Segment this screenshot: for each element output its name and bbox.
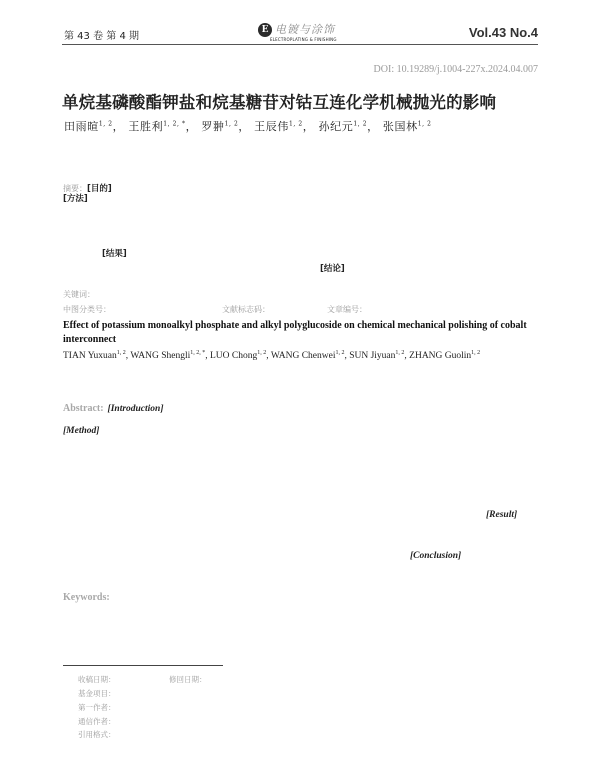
author-affiliation: 1, 2 [257, 350, 267, 356]
logo-mark-icon: E [258, 23, 272, 37]
abstract-label-cn: 摘要： [63, 184, 87, 193]
abstract-result-label-cn: [结果] [102, 249, 127, 259]
fund-label: 基金项目： [78, 689, 116, 698]
author-cn: 王胜利 [128, 120, 164, 133]
author-cn: 罗翀 [201, 120, 225, 133]
author-affiliation: 1, 2 [335, 350, 345, 356]
abstract-introduction-label: [Introduction] [107, 404, 164, 414]
author-list-en: TIAN Yuxuan$^{1, 2}$, WANG Shengli$^{1, 2, *}$, LUO Chong$^{1, 2}$, WANG Chenwei$^{1, 2}$, SUN Jiyuan$^{1, 2}$, ZHANG Guolin$^{1, 2}$ [63, 350, 481, 362]
author-en: LUO Chong [209, 351, 258, 362]
abstract-conclusion-label-cn: [结论] [320, 264, 345, 274]
paper-title-cn: 单烷基磷酸酯钾盐和烷基糖苷对钴互连化学机械抛光的影响 [62, 93, 497, 112]
footnote-divider [63, 665, 223, 666]
abstract-label-en: Abstract: [63, 403, 104, 414]
author-cn: 王辰伟 [254, 120, 289, 133]
author-affiliation: 1, 2, * [163, 120, 186, 128]
author-affiliation: 1, 2 [288, 120, 303, 128]
abstract-method-label-cn: [方法] [63, 194, 88, 204]
clc-number-label: 中图分类号： [63, 305, 111, 314]
author-affiliation: 1, 2, * [190, 350, 206, 356]
author-affiliation: 1, 2 [395, 350, 405, 356]
abstract-conclusion-label-en: [Conclusion] [410, 551, 462, 561]
journal-logo [258, 20, 338, 46]
author-affiliation: 1, 2 [417, 120, 432, 128]
volume-issue: Vol.43 No.4 [468, 25, 538, 40]
logo-journal-name-en: ELECTROPLATING & FINISHING [270, 37, 337, 42]
author-affiliation: 1, 2 [471, 350, 481, 356]
received-date-label: 收稿日期： [78, 675, 116, 684]
citation-format-label: 引用格式： [78, 730, 116, 739]
author-en: SUN Jiyuan [349, 351, 396, 362]
keywords-label-cn: 关键词： [63, 290, 95, 299]
abstract-objective-label: [目的] [87, 184, 112, 194]
author-cn: 孙纪元 [318, 120, 354, 133]
abstract-result-label-en: [Result] [486, 510, 518, 520]
logo-journal-name-cn: 电镀与涂饰 [275, 23, 335, 36]
revised-date-label: 修回日期： [169, 675, 207, 684]
document-code-label: 文献标志码： [222, 305, 270, 314]
author-affiliation: 1, 2 [353, 120, 368, 128]
author-list-cn: 田雨暄$^{1, 2}$， 王胜利$^{1, 2, *}$， 罗翀$^{1, 2}$， 王辰伟$^{1, 2}$， 孙纪元$^{1, 2}$， 张国林$^{1, 2}$ [64, 120, 432, 133]
author-affiliation: 1, 2 [98, 120, 113, 128]
abstract-method-label-en: [Method] [63, 426, 100, 436]
article-number-label: 文章编号： [327, 305, 367, 314]
paper-title-en: Effect of potassium monoalkyl phosphate and alkyl polyglucoside on chemical mechanical polishing of cobalt interconnect [63, 320, 527, 345]
author-en: WANG Chenwei [270, 351, 336, 362]
doi[interactable]: DOI: 10.19289/j.1004-227x.2024.04.007 [373, 64, 538, 75]
author-en: ZHANG Guolin [409, 351, 472, 362]
author-affiliation: 1, 2 [224, 120, 239, 128]
author-affiliation: 1, 2 [116, 350, 126, 356]
issue-info-cn: 第 43 卷 第 4 期 [64, 31, 139, 42]
author-en: WANG Shengli [130, 351, 191, 362]
keywords-label-en: Keywords: [63, 592, 110, 603]
corresponding-author-label: 通信作者： [78, 717, 116, 726]
author-cn: 张国林 [382, 120, 418, 133]
abstract-en [63, 398, 164, 416]
header-divider [62, 44, 538, 45]
first-author-label: 第一作者： [78, 703, 116, 712]
author-cn: 田雨暄 [64, 120, 99, 133]
author-en: TIAN Yuxuan [63, 351, 117, 362]
